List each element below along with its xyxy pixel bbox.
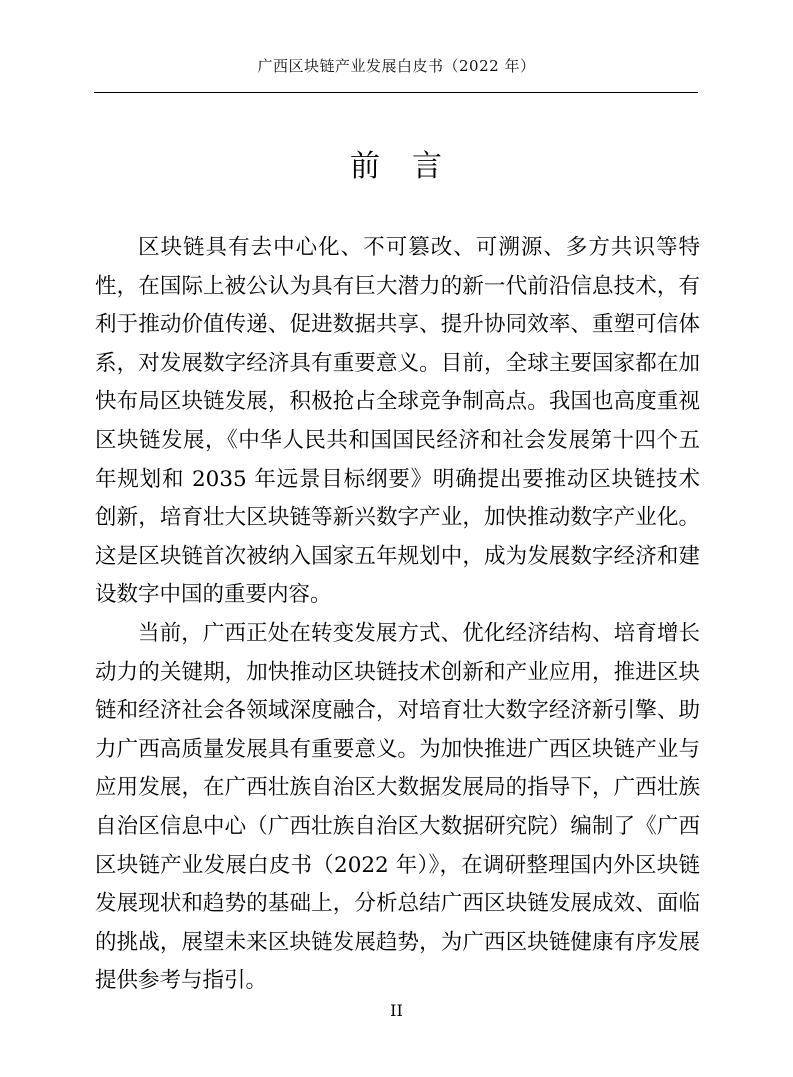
body-text xyxy=(95,229,700,1001)
header-divider xyxy=(94,92,698,93)
running-header: 广西区块链产业发展白皮书（2022 年） xyxy=(257,57,536,75)
page-title: 前 言 xyxy=(350,149,443,184)
page-number: II xyxy=(390,1001,403,1020)
paragraph-2: 当前，广西正处在转变发展方式、优化经济结构、培育增长动力的关键期，加快推动区块链技术创新和产业应用，推进区块链和经济社会各领域深度融合，对培育壮大数字经济新引擎、助力广西高质量发展具有重要意义。为加快推进广西区块链产业与应用发展，在广西壮族自治区大数据发展局的指导下，广西壮族自治区信息中心（广西壮族自治区大数据研究院）编制了《广西区块链产业发展白皮书（2022 年）》，在调研整理国内外区块链发展现状和趋势的基础上，分析总结广西区块链发展成效、面临的挑战，展望未来区块链发展趋势，为广西区块链健康有序发展提供参考与指引。 xyxy=(95,620,700,994)
paragraph-1: 区块链具有去中心化、不可篡改、可溯源、多方共识等特性，在国际上被公认为具有巨大潜力的新一代前沿信息技术，有利于推动价值传递、促进数据共享、提升协同效率、重塑可信体系，对发展数字经济具有重要意义。目前，全球主要国家都在加快布局区块链发展，积极抢占全球竞争制高点。我国也高度重视区块链发展，《中华人民共和国国民经济和社会发展第十四个五年规划和 2035 年远景目标纲要》明确提出要推动区块链技术创新，培育壮大区块链等新兴数字产业，加快推动数字产业化。这是区块链首次被纳入国家五年规划中，成为发展数字经济和建设数字中国的重要内容。 xyxy=(95,235,700,608)
